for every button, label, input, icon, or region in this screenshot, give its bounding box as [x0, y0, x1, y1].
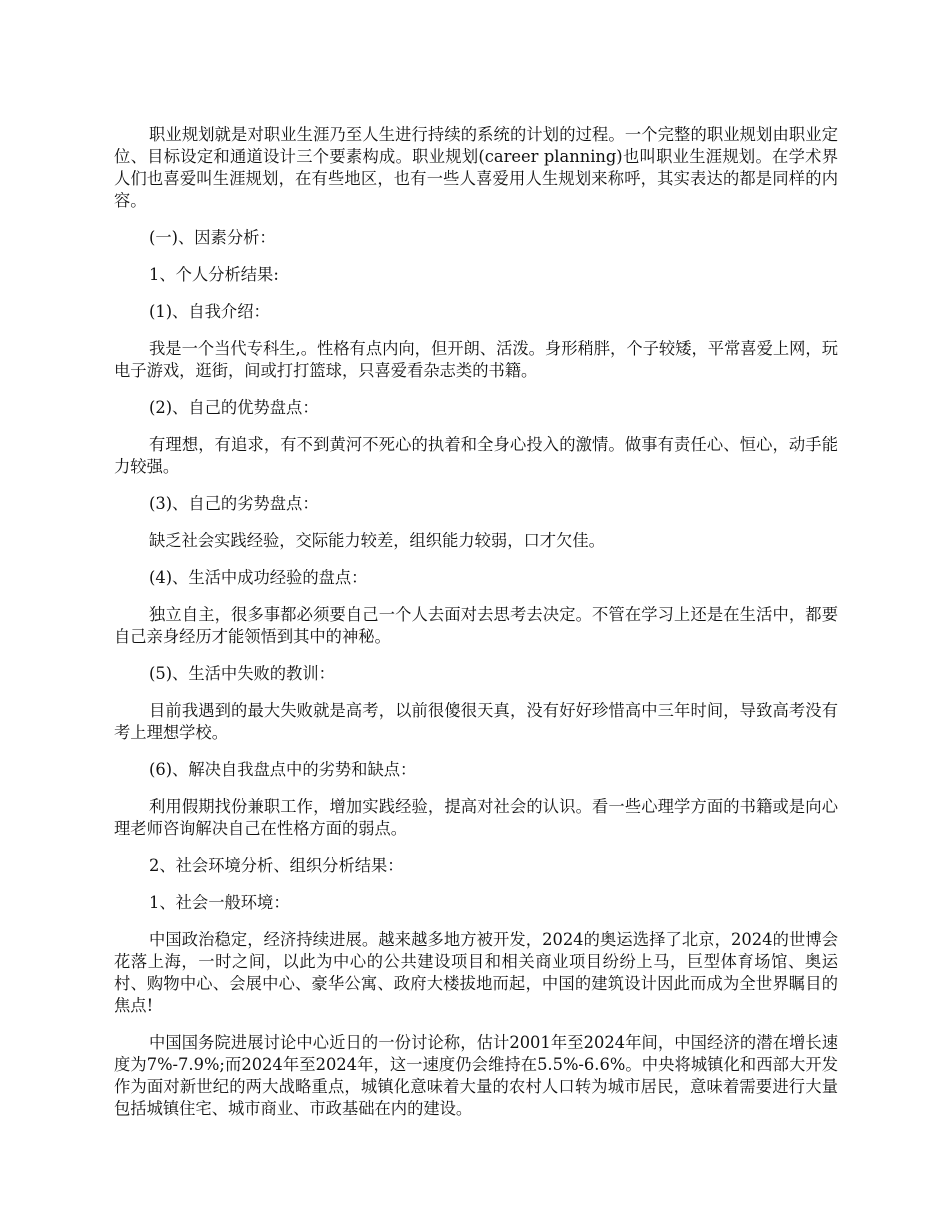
intro-paragraph: 职业规划就是对职业生涯乃至人生进行持续的系统的计划的过程。一个完整的职业规划由职业定位、目标设定和通道设计三个要素构成。职业规划(career planning)也叫职业生涯规划。在学术界人们也喜爱叫生涯规划，在有些地区，也有一些人喜爱用人生规划来称呼，其实表达的都是同样的内容。 — [114, 125, 838, 210]
economy-paragraph: 中国国务院进展讨论中心近日的一份讨论称，估计2001年至2024年间，中国经济的潜在增长速度为7%-7.9%;而2024年至2024年，这一速度仍会维持在5.5%-6.6%。中央将城镇化和西部大开发作为面对新世纪的两大战略重点，城镇化意味着大量的农村人口转为城市居民，意味着需要进行大量包括城镇住宅、城市商业、市政基础在内的建设。 — [114, 1033, 838, 1118]
item-heading-strengths: (2)、自己的优势盘点： — [149, 398, 319, 417]
failure-paragraph: 目前我遇到的最大失败就是高考，以前很傻很天真，没有好好珍惜高中三年时间，导致高考没有考上理想学校。 — [114, 701, 838, 742]
item-heading-general-environment: 1、社会一般环境： — [149, 893, 290, 912]
environment-paragraph: 中国政治稳定，经济持续进展。越来越多地方被开发，2024的奥运选择了北京，2024的世博会花落上海，一时之间，以此为中心的公共建设项目和相关商业项目纷纷上马，巨型体育场馆、奥运村、购物中心、会展中心、豪华公寓、政府大楼拔地而起，中国的建筑设计因此而成为全世界瞩目的焦点! — [114, 930, 838, 1015]
item-heading-failure: (5)、生活中失败的教训： — [149, 664, 335, 683]
solutions-paragraph: 利用假期找份兼职工作，增加实践经验，提高对社会的认识。看一些心理学方面的书籍或是向心理老师咨询解决自己在性格方面的弱点。 — [114, 797, 838, 838]
item-heading-solutions: (6)、解决自我盘点中的劣势和缺点： — [149, 760, 417, 779]
subsection-heading-personal-analysis: 1、个人分析结果: — [149, 265, 279, 284]
subsection-heading-environment: 2、社会环境分析、组织分析结果： — [149, 856, 404, 875]
section-heading-factor-analysis: (一)、因素分析： — [149, 228, 276, 247]
strengths-paragraph: 有理想，有追求，有不到黄河不死心的执着和全身心投入的激情。做事有责任心、恒心，动手能力较强。 — [114, 435, 838, 476]
item-heading-success: (4)、生活中成功经验的盘点： — [149, 568, 368, 587]
self-intro-paragraph: 我是一个当代专科生,。性格有点内向，但开朗、活泼。身形稍胖，个子较矮，平常喜爱上网，玩电子游戏，逛街，间或打打篮球，只喜爱看杂志类的书籍。 — [114, 339, 838, 380]
success-paragraph: 独立自主，很多事都必须要自己一个人去面对去思考去决定。不管在学习上还是在生活中，都要自己亲身经历才能领悟到其中的神秘。 — [114, 605, 838, 646]
document-page — [114, 124, 838, 1135]
item-heading-self-intro: (1)、自我介绍： — [149, 302, 270, 321]
item-heading-weaknesses: (3)、自己的劣势盘点： — [149, 494, 319, 513]
weaknesses-paragraph: 缺乏社会实践经验，交际能力较差，组织能力较弱，口才欠佳。 — [149, 531, 605, 550]
